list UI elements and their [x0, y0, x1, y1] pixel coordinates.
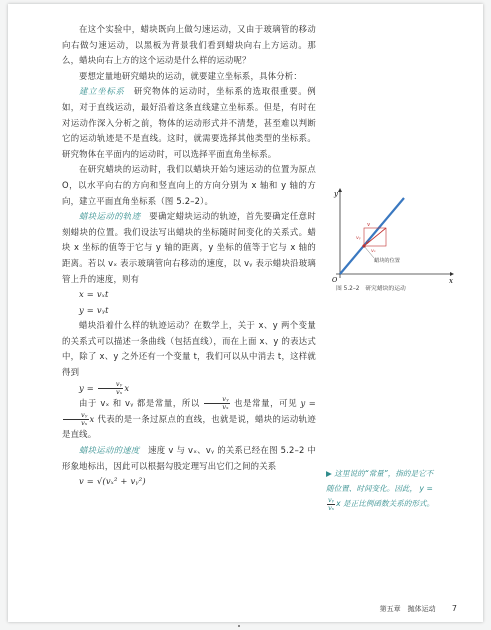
p7a: 由于 vₓ 和 vᵧ 都是常量，所以 [79, 398, 200, 409]
label-theta: θ [366, 241, 369, 246]
p7-frac-num: vᵧ [204, 396, 230, 404]
p7-eq-fraction [63, 412, 89, 427]
p7c: 代表的是一条过原点的直线，也就是说，蜡块的运动轨迹是直线。 [62, 413, 316, 440]
note-marker-icon: ▶ [326, 469, 332, 478]
label-v: v [367, 222, 371, 228]
main-text [62, 22, 316, 490]
margin-note [326, 466, 436, 512]
origin-label: O [332, 276, 338, 284]
paragraph-trajectory [62, 209, 316, 287]
note-eq-left: y = [419, 484, 433, 493]
paragraph-intro: 在这个实验中，蜡块既向上做匀速运动，又由于玻璃管的移动向右做匀速运动，以黑板为背景我们看到蜡块向右上方运动。那么，蜡块向右上方的这个运动是什么样的运动呢？ [62, 24, 316, 66]
keyword-trajectory: 蜡块运动的轨迹 [79, 211, 141, 222]
eq3-left: y = [79, 382, 95, 393]
p7-eq-num: vᵧ [63, 412, 89, 420]
eq3-num: vᵧ [98, 381, 124, 389]
note-text-1: 这里说的“常量”，指的是它不随位置、时间变化。因此， [326, 469, 434, 493]
figure-caption: 图 5.2–2 研究蜡块的运动 [336, 286, 406, 292]
equation-y: y = vᵧt [79, 304, 109, 315]
paragraph-eliminate-t: 蜡块沿着什么样的轨迹运动？在数学上，关于 x、y 两个变量的关系式可以描述一条曲线（包括直线），而在上面 x、y 的表达式中，除了 x、y 之外还有一个变量 t，我们可以从中消去 t，这样就得到 [62, 320, 316, 378]
note-eq-num: vᵧ [328, 495, 335, 504]
p7-frac-den: vₓ [222, 403, 229, 412]
x-axis-label: x [449, 277, 453, 285]
p7b: 也是常量，可见 [234, 398, 298, 409]
note-eq-den: vₓ [328, 503, 335, 512]
footer-chapter: 第五章 抛体运动 [379, 605, 436, 613]
paragraph-coordinate-system-text: 研究物体的运动时，坐标系的选取很重要。例如，对于直线运动，最好沿着这条直线建立坐标系。但是，有时在对运动作深入分析之前，物体的运动形式并不清楚，甚至难以判断它的运动轨迹是不是直线。这时，就需要选择其他类型的坐标系。研究物体在平面内的运动时，可以选择平面直角坐标系。 [62, 86, 317, 159]
y-axis-label: y [334, 190, 338, 198]
note-text-2: 是正比例函数关系的形式。 [343, 499, 435, 508]
keyword-coordinate-system: 建立坐标系 [79, 86, 125, 97]
note-eq-right: x [336, 499, 341, 508]
keyword-velocity: 蜡块运动的速度 [79, 445, 140, 456]
paragraph-coordinate-system [62, 84, 316, 162]
eq3-fraction [98, 381, 124, 396]
equation-speed: v = √(vₓ² + vᵧ²) [79, 476, 146, 487]
label-vy: vᵧ [356, 235, 361, 241]
equation-x: x = vₓt [79, 289, 109, 300]
p7-fraction [204, 396, 230, 411]
eq3-den: vₓ [115, 387, 123, 396]
paragraph-velocity-text: 速度 v 与 vₓ、vᵧ 的关系已经在图 5.2–2 中形象地标出，因此可以根据勾股定理写出它们之间的关系 [62, 445, 316, 471]
page-number: 7 [451, 604, 457, 613]
paragraph-trajectory-text: 要确定蜡块运动的轨迹，首先要确定任意时刻蜡块的位置。我们设法写出蜡块的坐标随时间变化的关系式。蜡块 x 坐标的值等于它与 y 轴的距离，y 坐标的值等于它与 x 轴的距离。若以 vₓ 表示玻璃管向右移动的速度，以 vᵧ 表示蜡块沿玻璃管上升的速度，则有 [62, 211, 316, 284]
x-axis-arrow [450, 272, 454, 276]
p7-eq-right: x [89, 413, 95, 424]
paragraph-velocity [62, 443, 316, 474]
label-vx: vₓ [371, 248, 376, 254]
y-axis-arrow [338, 188, 342, 192]
eq3-right: x [124, 382, 130, 393]
label-wax-position: 蜡块的位置 [374, 258, 400, 264]
bottom-mark [238, 625, 240, 627]
paragraph-setup: 在研究蜡块的运动时，我们以蜡块开始匀速运动的位置为原点 O，以水平向右的方向和竖直向上的方向分别为 x 轴和 y 轴的方向，建立平面直角坐标系（图 5.2–2）。 [62, 164, 316, 206]
p7-eq-den: vₓ [81, 418, 88, 427]
paragraph-constants [62, 396, 316, 443]
note-eq-fraction [327, 497, 335, 512]
equation-trajectory [62, 381, 316, 397]
page-footer [380, 604, 457, 614]
paragraph-analysis: 要想定量地研究蜡块的运动，就要建立坐标系，具体分析： [79, 70, 302, 81]
p7-eq-left: y = [300, 398, 316, 409]
